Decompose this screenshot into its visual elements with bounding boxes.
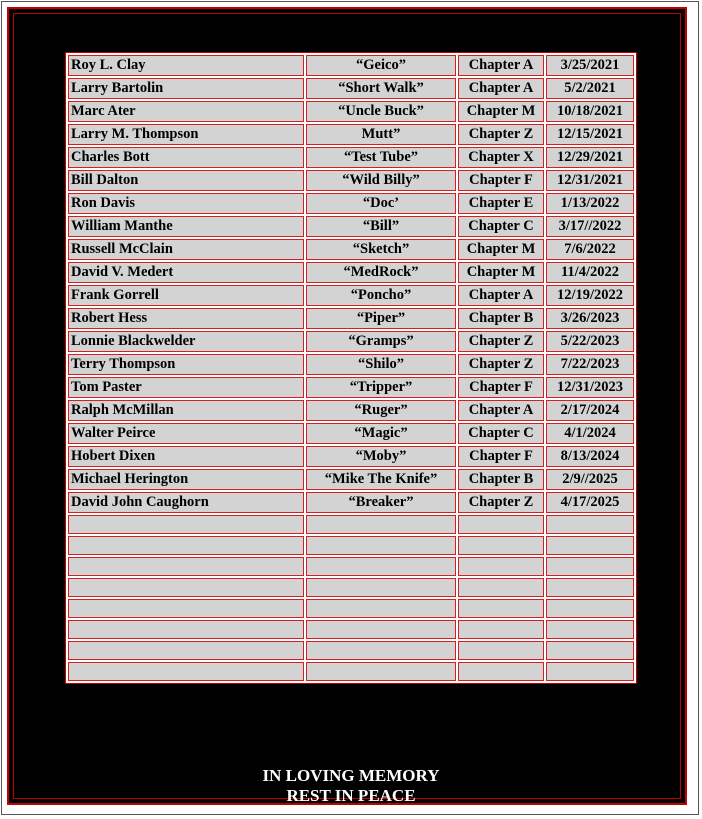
table-row <box>68 400 634 421</box>
table-row <box>68 262 634 283</box>
member-date-cell: 7/22/2023 <box>546 354 634 375</box>
member-nickname-cell: “Wild Billy” <box>306 170 456 191</box>
member-chapter-cell: Chapter M <box>458 239 544 260</box>
member-nickname-cell: “Test Tube” <box>306 147 456 168</box>
memorial-table-body <box>68 55 634 681</box>
table-row <box>68 308 634 329</box>
footer-line-in-loving-memory: IN LOVING MEMORY <box>262 766 440 785</box>
member-nickname-cell: “Bill” <box>306 216 456 237</box>
member-name-cell: William Manthe <box>68 216 304 237</box>
table-row <box>68 239 634 260</box>
member-date-cell <box>546 515 634 534</box>
member-nickname-cell: “Piper” <box>306 308 456 329</box>
table-row <box>68 354 634 375</box>
member-chapter-cell: Chapter A <box>458 55 544 76</box>
table-row <box>68 446 634 467</box>
table-row <box>68 124 634 145</box>
member-date-cell <box>546 599 634 618</box>
member-chapter-cell <box>458 641 544 660</box>
member-name-cell <box>68 515 304 534</box>
table-row <box>68 55 634 76</box>
member-date-cell <box>546 557 634 576</box>
member-name-cell: David V. Medert <box>68 262 304 283</box>
member-date-cell: 1/13/2022 <box>546 193 634 214</box>
member-date-cell: 5/22/2023 <box>546 331 634 352</box>
member-nickname-cell: “Breaker” <box>306 492 456 513</box>
member-nickname-cell <box>306 578 456 597</box>
member-nickname-cell: “Uncle Buck” <box>306 101 456 122</box>
member-date-cell: 11/4/2022 <box>546 262 634 283</box>
member-date-cell: 10/18/2021 <box>546 101 634 122</box>
member-chapter-cell <box>458 578 544 597</box>
member-chapter-cell <box>458 599 544 618</box>
member-chapter-cell: Chapter F <box>458 446 544 467</box>
table-row <box>68 492 634 513</box>
member-chapter-cell <box>458 557 544 576</box>
member-date-cell: 5/2/2021 <box>546 78 634 99</box>
table-row <box>68 147 634 168</box>
footer-line-rest-in-peace: REST IN PEACE <box>286 786 416 805</box>
member-chapter-cell: Chapter E <box>458 193 544 214</box>
member-date-cell: 3/25/2021 <box>546 55 634 76</box>
member-name-cell: Terry Thompson <box>68 354 304 375</box>
member-chapter-cell: Chapter Z <box>458 124 544 145</box>
member-nickname-cell <box>306 662 456 681</box>
table-row <box>68 536 634 555</box>
table-row <box>68 515 634 534</box>
member-chapter-cell: Chapter Z <box>458 492 544 513</box>
member-nickname-cell: “Mike The Knife” <box>306 469 456 490</box>
member-date-cell: 12/29/2021 <box>546 147 634 168</box>
member-chapter-cell: Chapter A <box>458 400 544 421</box>
member-chapter-cell: Chapter C <box>458 216 544 237</box>
member-name-cell: Charles Bott <box>68 147 304 168</box>
member-date-cell <box>546 662 634 681</box>
member-name-cell: Hobert Dixen <box>68 446 304 467</box>
member-date-cell: 3/26/2023 <box>546 308 634 329</box>
member-name-cell: Marc Ater <box>68 101 304 122</box>
member-date-cell: 12/31/2021 <box>546 170 634 191</box>
table-row <box>68 641 634 660</box>
member-nickname-cell: “Doc’ <box>306 193 456 214</box>
table-row <box>68 285 634 306</box>
member-chapter-cell: Chapter F <box>458 170 544 191</box>
member-chapter-cell <box>458 536 544 555</box>
member-date-cell: 7/6/2022 <box>546 239 634 260</box>
member-nickname-cell: “Magic” <box>306 423 456 444</box>
member-nickname-cell <box>306 620 456 639</box>
member-name-cell <box>68 599 304 618</box>
member-name-cell: Ralph McMillan <box>68 400 304 421</box>
table-row <box>68 193 634 214</box>
member-nickname-cell: “Sketch” <box>306 239 456 260</box>
table-row <box>68 423 634 444</box>
member-nickname-cell: “MedRock” <box>306 262 456 283</box>
table-row <box>68 377 634 398</box>
member-date-cell <box>546 641 634 660</box>
member-date-cell: 4/17/2025 <box>546 492 634 513</box>
member-name-cell: Larry M. Thompson <box>68 124 304 145</box>
member-nickname-cell <box>306 599 456 618</box>
member-nickname-cell: “Short Walk” <box>306 78 456 99</box>
member-date-cell <box>546 536 634 555</box>
table-row <box>68 216 634 237</box>
member-date-cell <box>546 578 634 597</box>
member-date-cell: 12/15/2021 <box>546 124 634 145</box>
member-name-cell: Tom Paster <box>68 377 304 398</box>
member-chapter-cell: Chapter B <box>458 308 544 329</box>
member-nickname-cell: “Ruger” <box>306 400 456 421</box>
member-chapter-cell: Chapter A <box>458 285 544 306</box>
member-date-cell: 2/9//2025 <box>546 469 634 490</box>
memorial-table <box>65 52 637 684</box>
member-nickname-cell: “Gramps” <box>306 331 456 352</box>
table-row <box>68 662 634 681</box>
table-row <box>68 599 634 618</box>
member-chapter-cell: Chapter F <box>458 377 544 398</box>
member-date-cell: 8/13/2024 <box>546 446 634 467</box>
member-date-cell: 3/17//2022 <box>546 216 634 237</box>
member-nickname-cell: “Tripper” <box>306 377 456 398</box>
member-nickname-cell: “Moby” <box>306 446 456 467</box>
member-name-cell: Russell McClain <box>68 239 304 260</box>
member-chapter-cell <box>458 515 544 534</box>
member-date-cell: 12/19/2022 <box>546 285 634 306</box>
table-row <box>68 101 634 122</box>
member-nickname-cell: Mutt” <box>306 124 456 145</box>
member-chapter-cell: Chapter A <box>458 78 544 99</box>
member-nickname-cell <box>306 515 456 534</box>
memorial-footer <box>0 766 702 806</box>
member-name-cell <box>68 578 304 597</box>
member-nickname-cell <box>306 641 456 660</box>
member-name-cell: Walter Peirce <box>68 423 304 444</box>
member-date-cell: 4/1/2024 <box>546 423 634 444</box>
table-row <box>68 469 634 490</box>
member-name-cell: David John Caughorn <box>68 492 304 513</box>
table-row <box>68 578 634 597</box>
member-name-cell: Ron Davis <box>68 193 304 214</box>
member-chapter-cell: Chapter C <box>458 423 544 444</box>
table-row <box>68 557 634 576</box>
member-chapter-cell <box>458 620 544 639</box>
member-chapter-cell: Chapter M <box>458 101 544 122</box>
member-nickname-cell <box>306 557 456 576</box>
member-date-cell: 12/31/2023 <box>546 377 634 398</box>
member-nickname-cell: “Poncho” <box>306 285 456 306</box>
member-name-cell: Michael Herington <box>68 469 304 490</box>
member-name-cell: Frank Gorrell <box>68 285 304 306</box>
member-chapter-cell: Chapter M <box>458 262 544 283</box>
member-name-cell <box>68 620 304 639</box>
member-date-cell: 2/17/2024 <box>546 400 634 421</box>
member-name-cell: Roy L. Clay <box>68 55 304 76</box>
member-name-cell <box>68 557 304 576</box>
table-row <box>68 620 634 639</box>
member-name-cell <box>68 662 304 681</box>
member-nickname-cell <box>306 536 456 555</box>
member-name-cell: Robert Hess <box>68 308 304 329</box>
member-chapter-cell: Chapter Z <box>458 354 544 375</box>
member-chapter-cell: Chapter Z <box>458 331 544 352</box>
member-name-cell <box>68 641 304 660</box>
member-name-cell: Larry Bartolin <box>68 78 304 99</box>
member-name-cell: Bill Dalton <box>68 170 304 191</box>
member-chapter-cell <box>458 662 544 681</box>
member-name-cell <box>68 536 304 555</box>
table-row <box>68 331 634 352</box>
member-chapter-cell: Chapter B <box>458 469 544 490</box>
member-chapter-cell: Chapter X <box>458 147 544 168</box>
member-name-cell: Lonnie Blackwelder <box>68 331 304 352</box>
table-row <box>68 170 634 191</box>
member-date-cell <box>546 620 634 639</box>
member-nickname-cell: “Shilo” <box>306 354 456 375</box>
table-row <box>68 78 634 99</box>
member-nickname-cell: “Geico” <box>306 55 456 76</box>
